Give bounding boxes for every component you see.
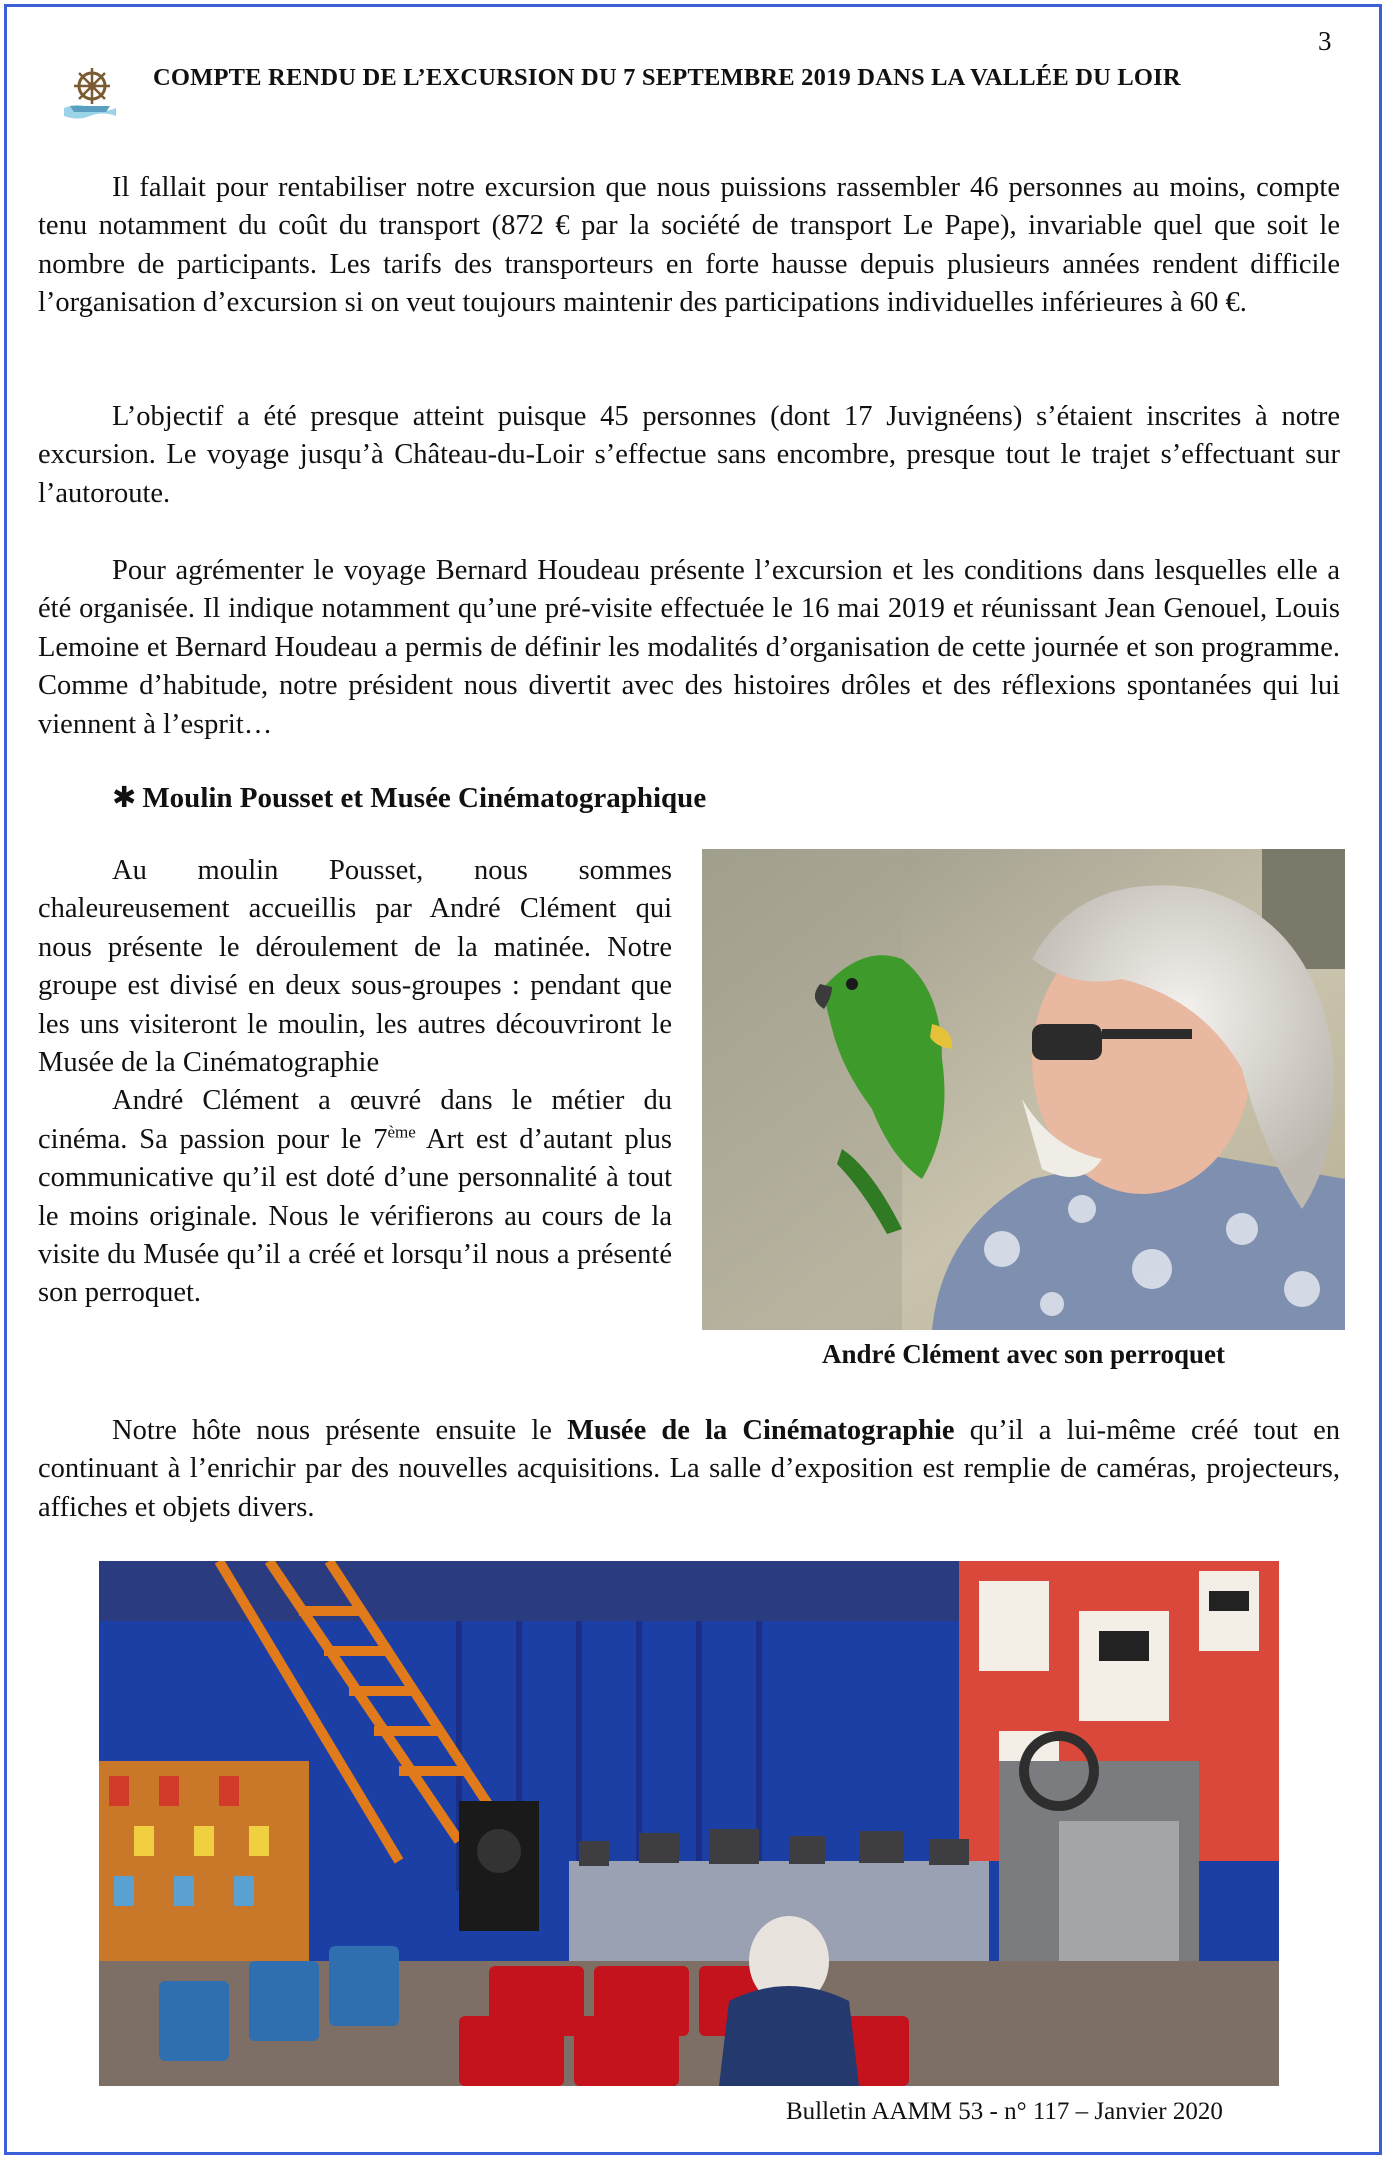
photo-man-with-parrot xyxy=(702,849,1345,1330)
footer-bulletin: Bulletin AAMM 53 - n° 117 – Janvier 2020 xyxy=(786,2098,1223,2125)
paragraph-4-bold: Musée de la Cinématographie xyxy=(567,1415,955,1446)
photo-caption: André Clément avec son perroquet xyxy=(822,1339,1225,1369)
header-title: COMPTE RENDU DE L’EXCURSION DU 7 SEPTEMBRE 2019 DANS LA VALLÉE DU LOIR xyxy=(153,64,1181,91)
section-heading-text: Moulin Pousset et Musée Cinématographique xyxy=(142,782,707,814)
page-number: 3 xyxy=(1318,26,1332,56)
column-text xyxy=(38,852,672,1313)
column-paragraph-2a: André Clément a œuvré dans le métier du cinéma. Sa passion pour le 7 xyxy=(38,1085,672,1155)
paragraph-2 xyxy=(38,398,1340,513)
paragraph-2-text: L’objectif a été presque atteint puisque 45 personnes (dont 17 Juvignéens) s’étaient inscrites à notre excursion. Le voyage jusqu’à Château-du-Loir s’effectue sans encombre, presque tout le trajet s’effectuant sur l’autoroute. xyxy=(38,401,1340,509)
paragraph-4-after: qu’il a lui-même créé tout en continuant à l’enrichir par des nouvelles acquisitions. La salle d’exposition est remplie de caméras, projecteurs, affiches et objets divers. xyxy=(38,1415,1340,1523)
photo-museum-hall xyxy=(99,1561,1279,2086)
paragraph-3 xyxy=(38,552,1340,744)
column-paragraph-1: Au moulin Pousset, nous sommes chaleureusement accueillis par André Clément qui nous présente le déroulement de la matinée. Notre groupe est divisé en deux sous-groupes : pendant que les uns visiteront le moulin, les autres découvriront le Musée de la Cinématographie xyxy=(38,855,672,1079)
ship-wheel-icon xyxy=(60,64,120,124)
paragraph-1 xyxy=(38,169,1340,323)
column-paragraph-2b: Art est d’autant plus communicative qu’il est doté d’une personnalité à tout le moins originale. Nous le vérifierons au cours de la visite du Musée qu’il a créé et lorsqu’il nous a présenté son perroquet. xyxy=(38,1123,672,1309)
paragraph-4 xyxy=(38,1412,1340,1527)
paragraph-1-text: Il fallait pour rentabiliser notre excursion que nous puissions rassembler 46 personnes au moins, compte tenu notamment du coût du transport (872 € par la société de transport Le Pape), invariable quel que soit le nombre de participants. Les tarifs des transporteurs en forte hausse depuis plusieurs années rendent difficile l’organisation d’excursion si on veut toujours maintenir des participations individuelles inférieures à 60 €. xyxy=(38,172,1340,319)
asterisk-icon: ✱ xyxy=(112,780,137,814)
paragraph-4-before: Notre hôte nous présente ensuite le xyxy=(112,1415,568,1446)
section-heading xyxy=(112,780,706,815)
superscript-eme: ème xyxy=(387,1122,416,1142)
paragraph-3-text: Pour agrémenter le voyage Bernard Houdeau présente l’excursion et les conditions dans lesquelles elle a été organisée. Il indique notamment qu’une pré-visite effectuée le 16 mai 2019 et réunissant Jean Genouel, Louis Lemoine et Bernard Houdeau a permis de définir les modalités d’organisation de cette journée et son programme. Comme d’habitude, notre président nous divertit avec des histoires drôles et des réflexions spontanées qui lui viennent à l’esprit… xyxy=(38,555,1340,740)
